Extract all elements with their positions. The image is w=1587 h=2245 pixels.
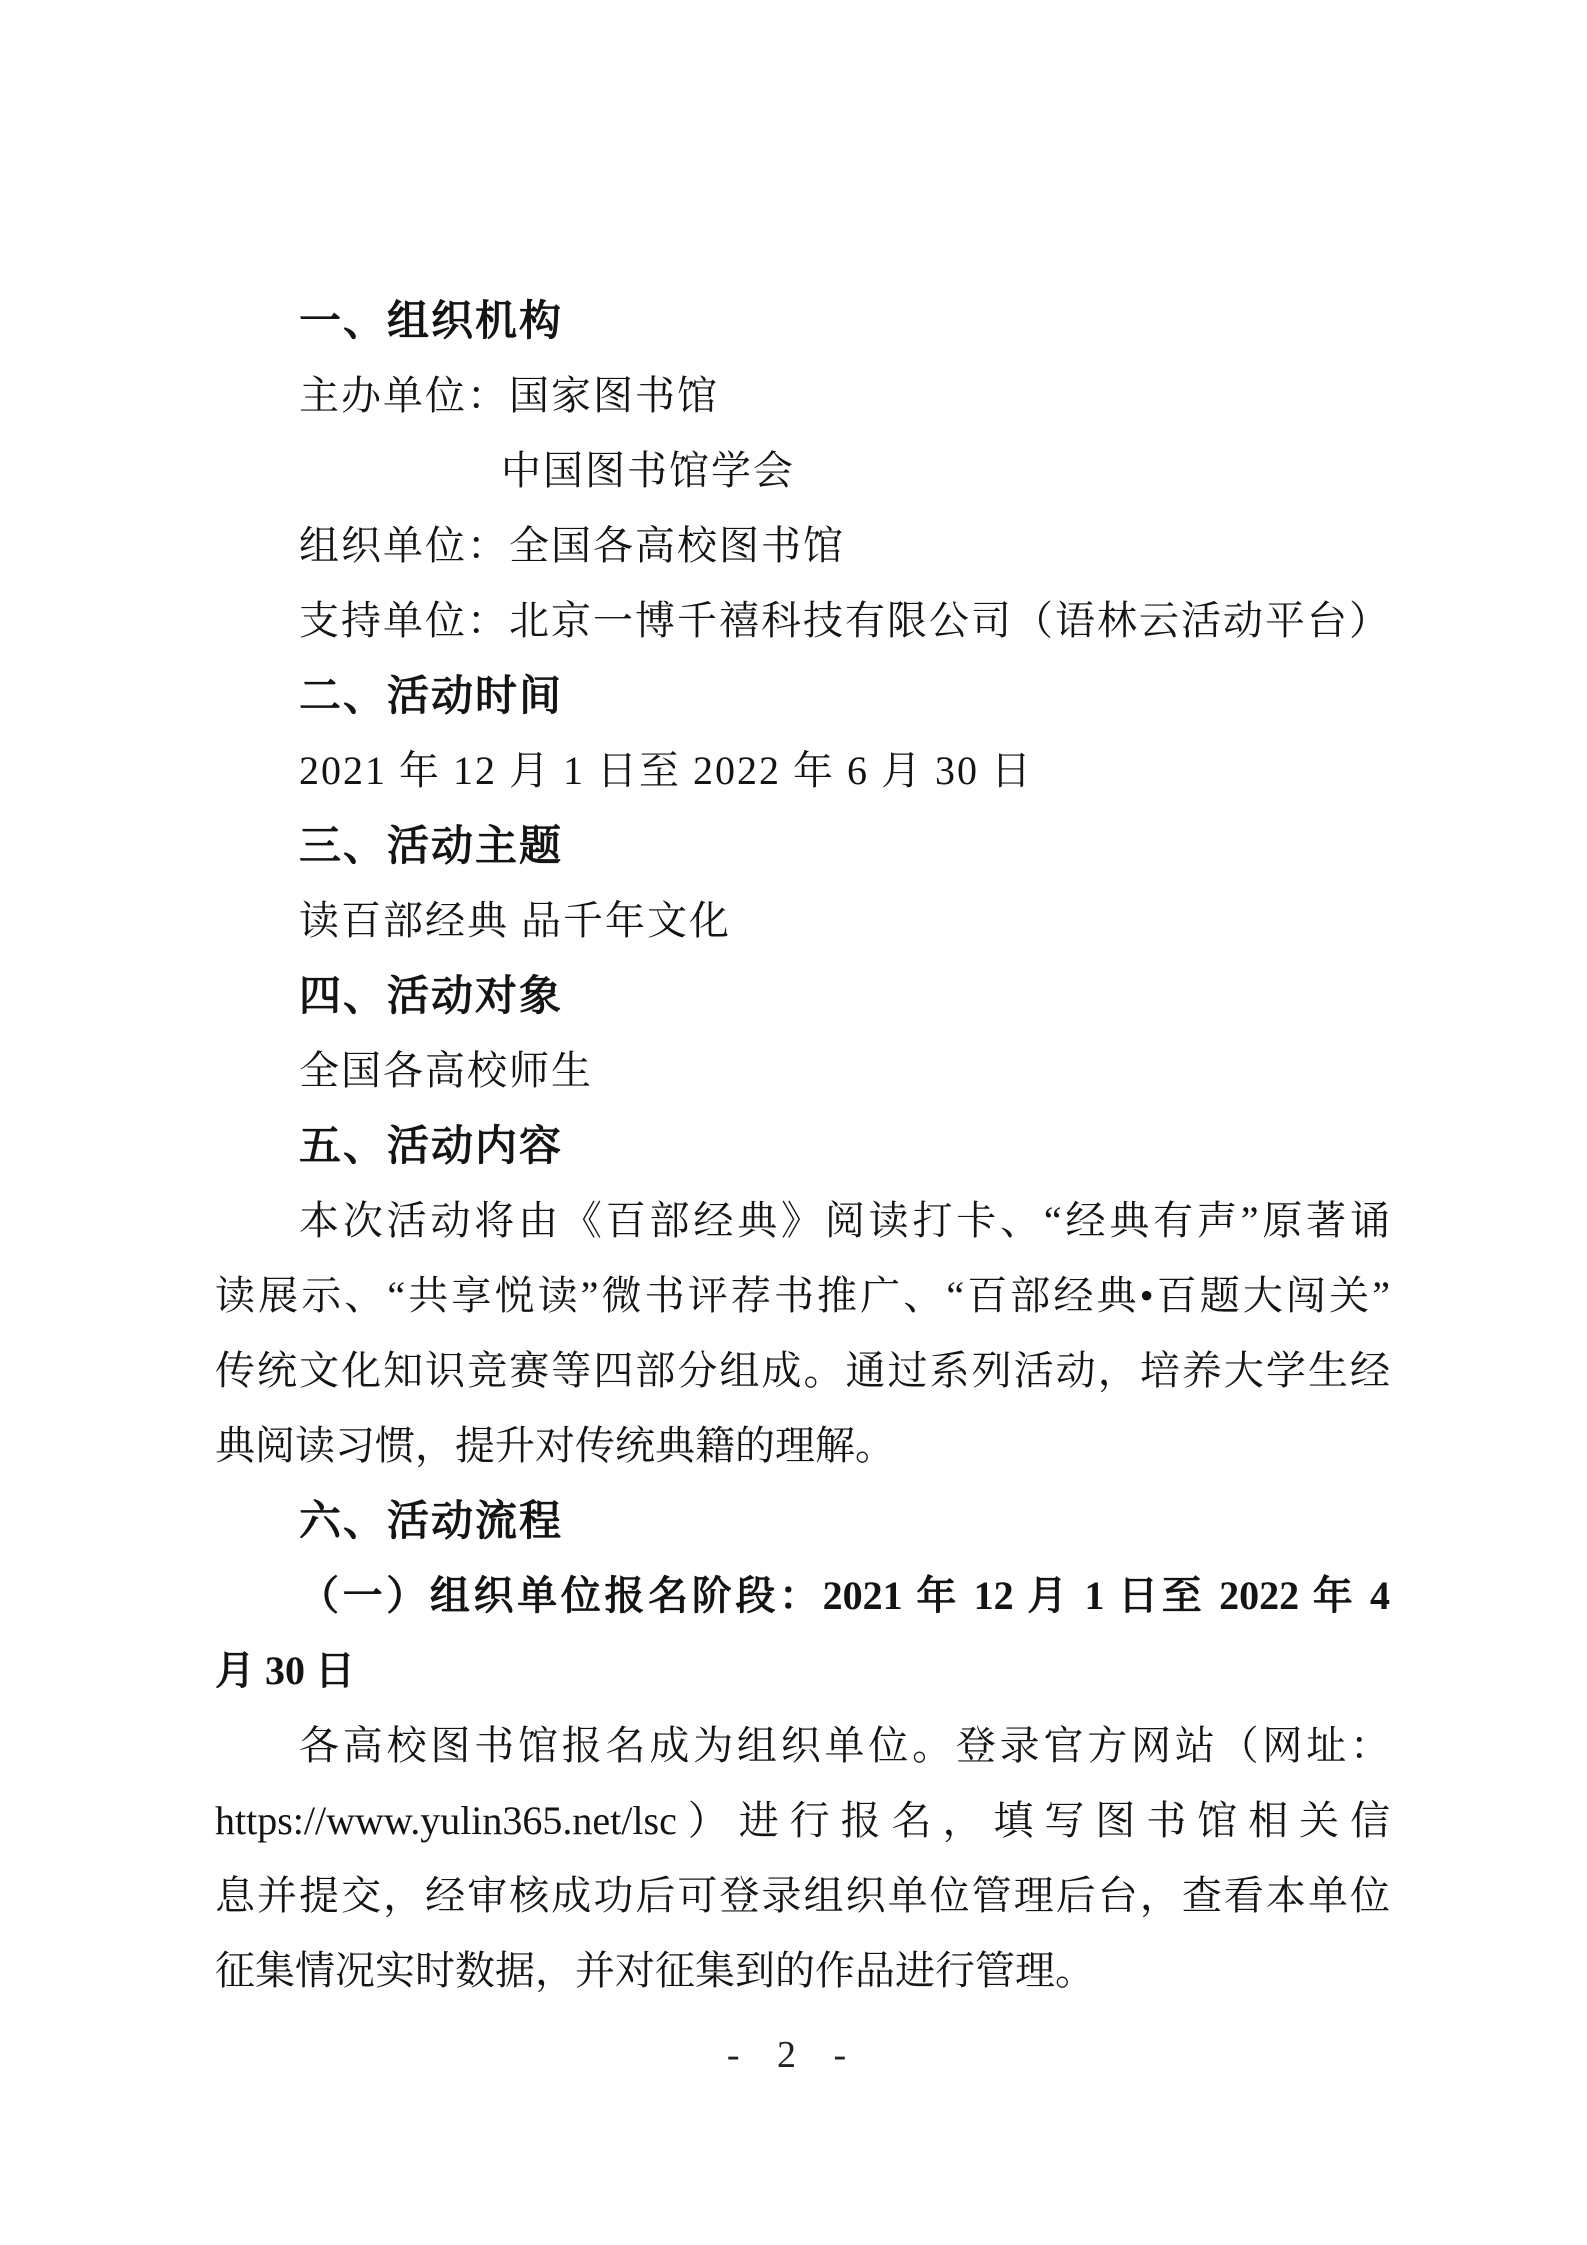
line-host-unit-continued: 中国图书馆学会 (501, 448, 795, 493)
page-number: - 2 - (726, 2034, 861, 2076)
document-body (215, 283, 1390, 2008)
line-activity-theme: 读百部经典 品千年文化 (299, 898, 731, 943)
heading-2-activity-time: 二、活动时间 (299, 672, 564, 719)
heading-5-activity-content: 五、活动内容 (299, 1122, 564, 1169)
paragraph-registration-line-3: 息并提交，经审核成功后可登录组织单位管理后台，查看本单位 (215, 1873, 1390, 1918)
heading-3-activity-theme: 三、活动主题 (299, 822, 564, 869)
line-registration-stage-2: 月 30 日 (215, 1648, 355, 1693)
line-activity-time: 2021 年 12 月 1 日至 2022 年 6 月 30 日 (299, 748, 1033, 793)
paragraph-registration-line-4: 征集情况实时数据，并对征集到的作品进行管理。 (215, 1948, 1095, 1993)
line-host-unit: 主办单位：国家图书馆 (299, 373, 719, 418)
line-organizer-unit: 组织单位：全国各高校图书馆 (299, 523, 845, 568)
paragraph-registration-line-2: https://www.yulin365.net/lsc）进行报名，填写图书馆相关信 (215, 1798, 1390, 1843)
line-activity-audience: 全国各高校师生 (299, 1048, 593, 1093)
heading-4-activity-audience: 四、活动对象 (299, 972, 564, 1019)
paragraph-activity-content-line-2: 读展示、“共享悦读”微书评荐书推广、“百部经典•百题大闯关” (215, 1273, 1390, 1318)
line-support-unit: 支持单位：北京一博千禧科技有限公司（语林云活动平台） (299, 598, 1391, 643)
heading-6-activity-process: 六、活动流程 (299, 1497, 564, 1544)
paragraph-activity-content-line-3: 传统文化知识竞赛等四部分组成。通过系列活动，培养大学生经 (215, 1348, 1390, 1393)
paragraph-activity-content-line-4: 典阅读习惯，提升对传统典籍的理解。 (215, 1423, 895, 1468)
paragraph-registration-line-1: 各高校图书馆报名成为组织单位。登录官方网站（网址： (299, 1723, 1390, 1768)
line-registration-stage-1: （一）组织单位报名阶段：2021 年 12 月 1 日至 2022 年 4 (299, 1573, 1390, 1618)
paragraph-activity-content-line-1: 本次活动将由《百部经典》阅读打卡、“经典有声”原著诵 (299, 1198, 1390, 1243)
heading-1-organization: 一、组织机构 (299, 297, 564, 344)
